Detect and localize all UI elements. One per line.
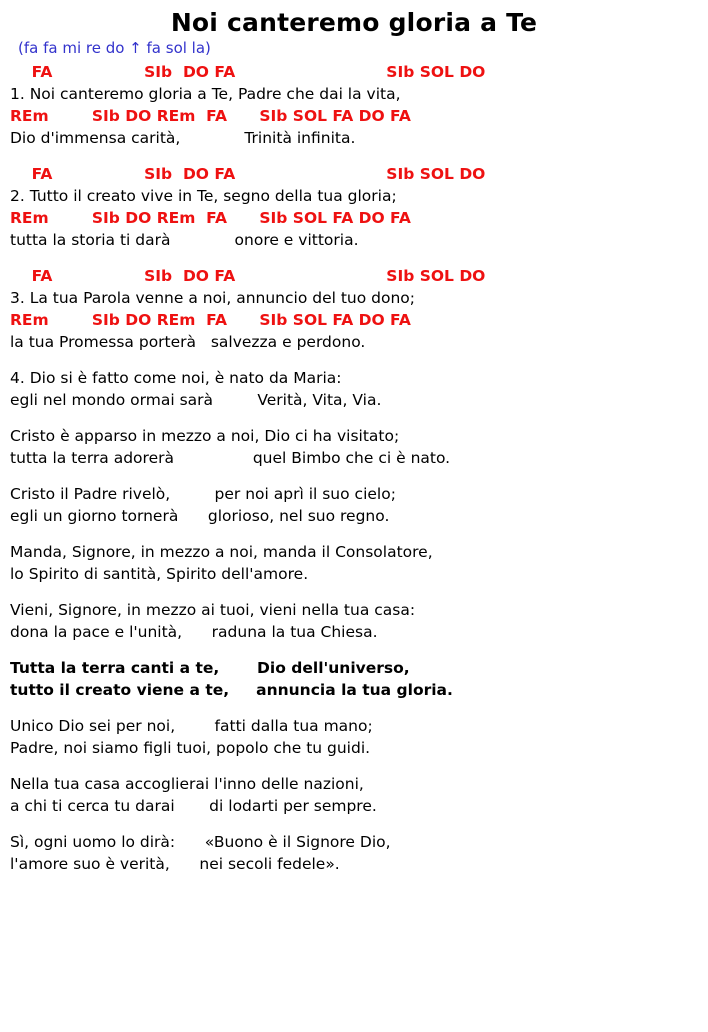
block-spacer: [0, 585, 708, 599]
block-spacer: [0, 817, 708, 831]
block-spacer: [0, 759, 708, 773]
lyric-line: Padre, noi siamo figli tuoi, popolo che tu guidi.: [10, 739, 371, 757]
lyric-line-bold: Tutta la terra canti a te, Dio dell'universo,: [10, 659, 410, 677]
verse-block: [10, 657, 708, 701]
lyric-line: 3. La tua Parola venne a noi, annuncio del tuo dono;: [10, 289, 416, 307]
song-sheet-page: [0, 8, 708, 1032]
lyric-line: 2. Tutto il creato vive in Te, segno della tua gloria;: [10, 187, 397, 205]
lyric-line: Nella tua casa accoglierai l'inno delle nazioni,: [10, 775, 364, 793]
verse-block: [10, 541, 708, 585]
lyric-line: lo Spirito di santità, Spirito dell'amore.: [10, 565, 309, 583]
chord-line: FA SIb DO FA SIb SOL DO: [10, 63, 486, 81]
lyric-line: a chi ti cerca tu darai di lodarti per sempre.: [10, 797, 377, 815]
block-spacer: [0, 469, 708, 483]
lyric-line: Cristo il Padre rivelò, per noi aprì il suo cielo;: [10, 485, 396, 503]
verse-block: [10, 163, 708, 251]
lyric-line: Sì, ogni uomo lo dirà: «Buono è il Signore Dio,: [10, 833, 391, 851]
lyric-line: egli un giorno tornerà glorioso, nel suo regno.: [10, 507, 390, 525]
lyric-line: 4. Dio si è fatto come noi, è nato da Maria:: [10, 369, 342, 387]
block-spacer: [0, 527, 708, 541]
block-spacer: [0, 411, 708, 425]
chord-line: FA SIb DO FA SIb SOL DO: [10, 267, 486, 285]
lyric-line-bold: tutto il creato viene a te, annuncia la tua gloria.: [10, 681, 453, 699]
verse-block: [10, 265, 708, 353]
lyric-line: Vieni, Signore, in mezzo ai tuoi, vieni nella tua casa:: [10, 601, 416, 619]
verse-block: [10, 599, 708, 643]
song-body: [0, 61, 708, 875]
lyric-line: tutta la terra adorerà quel Bimbo che ci è nato.: [10, 449, 451, 467]
lyric-line: Manda, Signore, in mezzo a noi, manda il Consolatore,: [10, 543, 433, 561]
verse-block: [10, 61, 708, 149]
lyric-line: Unico Dio sei per noi, fatti dalla tua mano;: [10, 717, 373, 735]
verse-block: [10, 483, 708, 527]
intro-notes: (fa fa mi re do ↑ fa sol la): [18, 39, 211, 57]
block-spacer: [0, 643, 708, 657]
chord-line: REm SIb DO REm FA SIb SOL FA DO FA: [10, 107, 411, 125]
lyric-line: Dio d'immensa carità, Trinità infinita.: [10, 129, 356, 147]
verse-block: [10, 715, 708, 759]
chord-line: REm SIb DO REm FA SIb SOL FA DO FA: [10, 209, 411, 227]
lyric-line: la tua Promessa porterà salvezza e perdono.: [10, 333, 366, 351]
lyric-line: egli nel mondo ormai sarà Verità, Vita, Via.: [10, 391, 382, 409]
lyric-line: tutta la storia ti darà onore e vittoria.: [10, 231, 359, 249]
lyric-line: Cristo è apparso in mezzo a noi, Dio ci ha visitato;: [10, 427, 400, 445]
block-spacer: [0, 353, 708, 367]
block-spacer: [0, 149, 708, 163]
verse-block: [10, 831, 708, 875]
chord-line: FA SIb DO FA SIb SOL DO: [10, 165, 486, 183]
lyric-line: dona la pace e l'unità, raduna la tua Chiesa.: [10, 623, 378, 641]
verse-block: [10, 773, 708, 817]
block-spacer: [0, 701, 708, 715]
verse-block: [10, 367, 708, 411]
page-title: Noi canteremo gloria a Te: [170, 8, 538, 37]
verse-block: [10, 425, 708, 469]
lyric-line: l'amore suo è verità, nei secoli fedele».: [10, 855, 340, 873]
lyric-line: 1. Noi canteremo gloria a Te, Padre che dai la vita,: [10, 85, 401, 103]
block-spacer: [0, 251, 708, 265]
chord-line: REm SIb DO REm FA SIb SOL FA DO FA: [10, 311, 411, 329]
